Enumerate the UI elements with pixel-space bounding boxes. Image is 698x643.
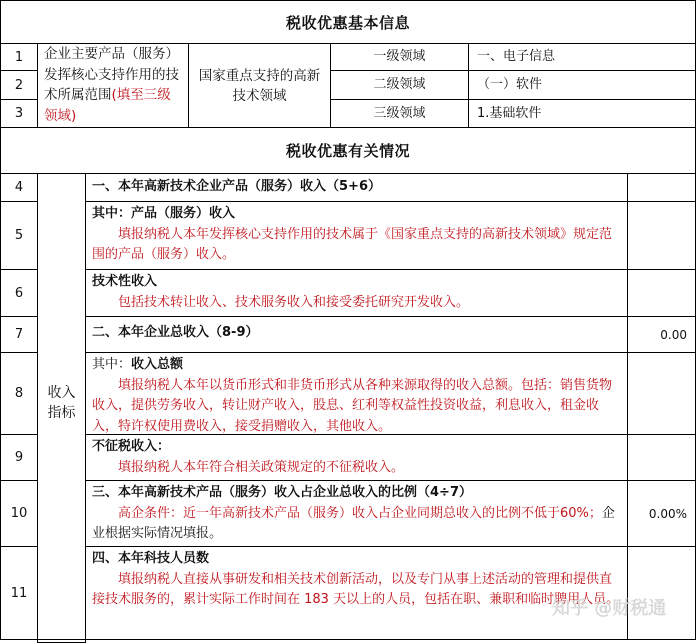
row-num: 11 — [0, 546, 38, 640]
row-num: 2 — [0, 70, 38, 100]
income-indicator-text: 收入指标 — [47, 385, 76, 421]
row-4-title: 一、本年高新技术企业产品（服务）收入（5+6） — [85, 173, 628, 202]
row-8-title-line — [92, 355, 621, 376]
row-num: 10 — [0, 480, 38, 547]
watermark: 知乎 @财税通 — [552, 598, 667, 619]
row-8-content — [85, 352, 628, 435]
row-10-title: 三、本年高新技术产品（服务）收入占企业总收入的比例（4÷7） — [92, 485, 472, 500]
row-5-content — [85, 201, 628, 270]
row-5-note: 填报纳税人本年发挥核心支持作用的技术属于《国家重点支持的高新技术领域》规定范围的产品（服务）收入。 — [92, 226, 613, 262]
row-7-value[interactable]: 0.00 — [627, 316, 696, 353]
row-num: 3 — [0, 99, 38, 128]
row-10-content — [85, 480, 628, 547]
row-9-title: 不征税收入： — [92, 439, 171, 454]
row-11-value[interactable] — [627, 546, 696, 640]
section-title-basic-info: 税收优惠基本信息 — [0, 0, 696, 44]
row-8-prefix: 其中： — [92, 357, 132, 372]
row-10-note-black: 企业根据实际情况填报。 — [92, 505, 615, 541]
row-9-content — [85, 434, 628, 481]
row-8-title: 收入总额 — [131, 357, 184, 372]
row-10-note: 高企条件：近一年高新技术产品（服务）收入占企业同期总收入的比例不低于60%； — [118, 505, 602, 521]
row-num: 5 — [0, 201, 38, 270]
row-8-value[interactable] — [627, 352, 696, 435]
row-10-value[interactable]: 0.00% — [627, 480, 696, 547]
domain-label-text: 国家重点支持的高新技术领域 — [198, 67, 321, 104]
row-5-value[interactable] — [627, 201, 696, 270]
tech-scope-label-main: 企业主要产品（服务）发挥核心支持作用的技术所属范围 — [44, 46, 179, 103]
level-3-name: 三级领域 — [330, 99, 469, 128]
row-6-title: 技术性收入 — [92, 274, 158, 289]
row-9-note: 填报纳税人本年符合相关政策规定的不征税收入。 — [118, 459, 405, 475]
row-num: 6 — [0, 269, 38, 317]
row-num: 7 — [0, 316, 38, 353]
row-num: 8 — [0, 352, 38, 435]
row-6-note: 包括技术转让收入、技术服务收入和接受委托研究开发收入。 — [118, 294, 470, 310]
row-8-note: 填报纳税人本年以货币形式和非货币形式从各种来源取得的收入总额。包括：销售货物收入，提供劳务收入，转让财产收入，股息、红利等权益性投资收益，利息收入，租金收入，特许权使用费收入，接受捐赠收入，其他收入。 — [92, 377, 613, 434]
row-num: 1 — [0, 43, 38, 71]
row-4-value[interactable] — [627, 173, 696, 202]
level-1-name: 一级领域 — [330, 43, 469, 71]
row-9-value[interactable] — [627, 434, 696, 481]
row-num: 9 — [0, 434, 38, 481]
domain-label — [188, 43, 331, 128]
row-6-value[interactable] — [627, 269, 696, 317]
row-11-note: 填报纳税人直接从事研发和相关技术创新活动，以及专门从事上述活动的管理和提供直接技术服务的，累计实际工作时间在 183 天以上的人员，包括在职、兼职和临时聘用人员。 — [92, 571, 620, 607]
row-11-title: 四、本年科技人员数 — [92, 551, 210, 566]
row-7-title: 二、本年企业总收入（8-9） — [85, 316, 628, 353]
row-6-content — [85, 269, 628, 317]
row-num: 4 — [0, 173, 38, 202]
level-3-value[interactable]: 1.基础软件 — [468, 99, 696, 128]
level-2-value[interactable]: （一）软件 — [468, 70, 696, 100]
row-11-content — [85, 546, 628, 640]
level-1-value[interactable]: 一、电子信息 — [468, 43, 696, 71]
row-10-note-line — [92, 504, 621, 545]
tech-scope-label-note: (填至三级领域) — [44, 87, 171, 124]
income-indicator-label — [37, 173, 86, 643]
row-5-title: 其中：产品（服务）收入 — [92, 206, 236, 221]
level-2-name: 二级领域 — [330, 70, 469, 100]
tech-scope-label — [37, 43, 189, 128]
section-title-preferential: 税收优惠有关情况 — [0, 127, 696, 174]
